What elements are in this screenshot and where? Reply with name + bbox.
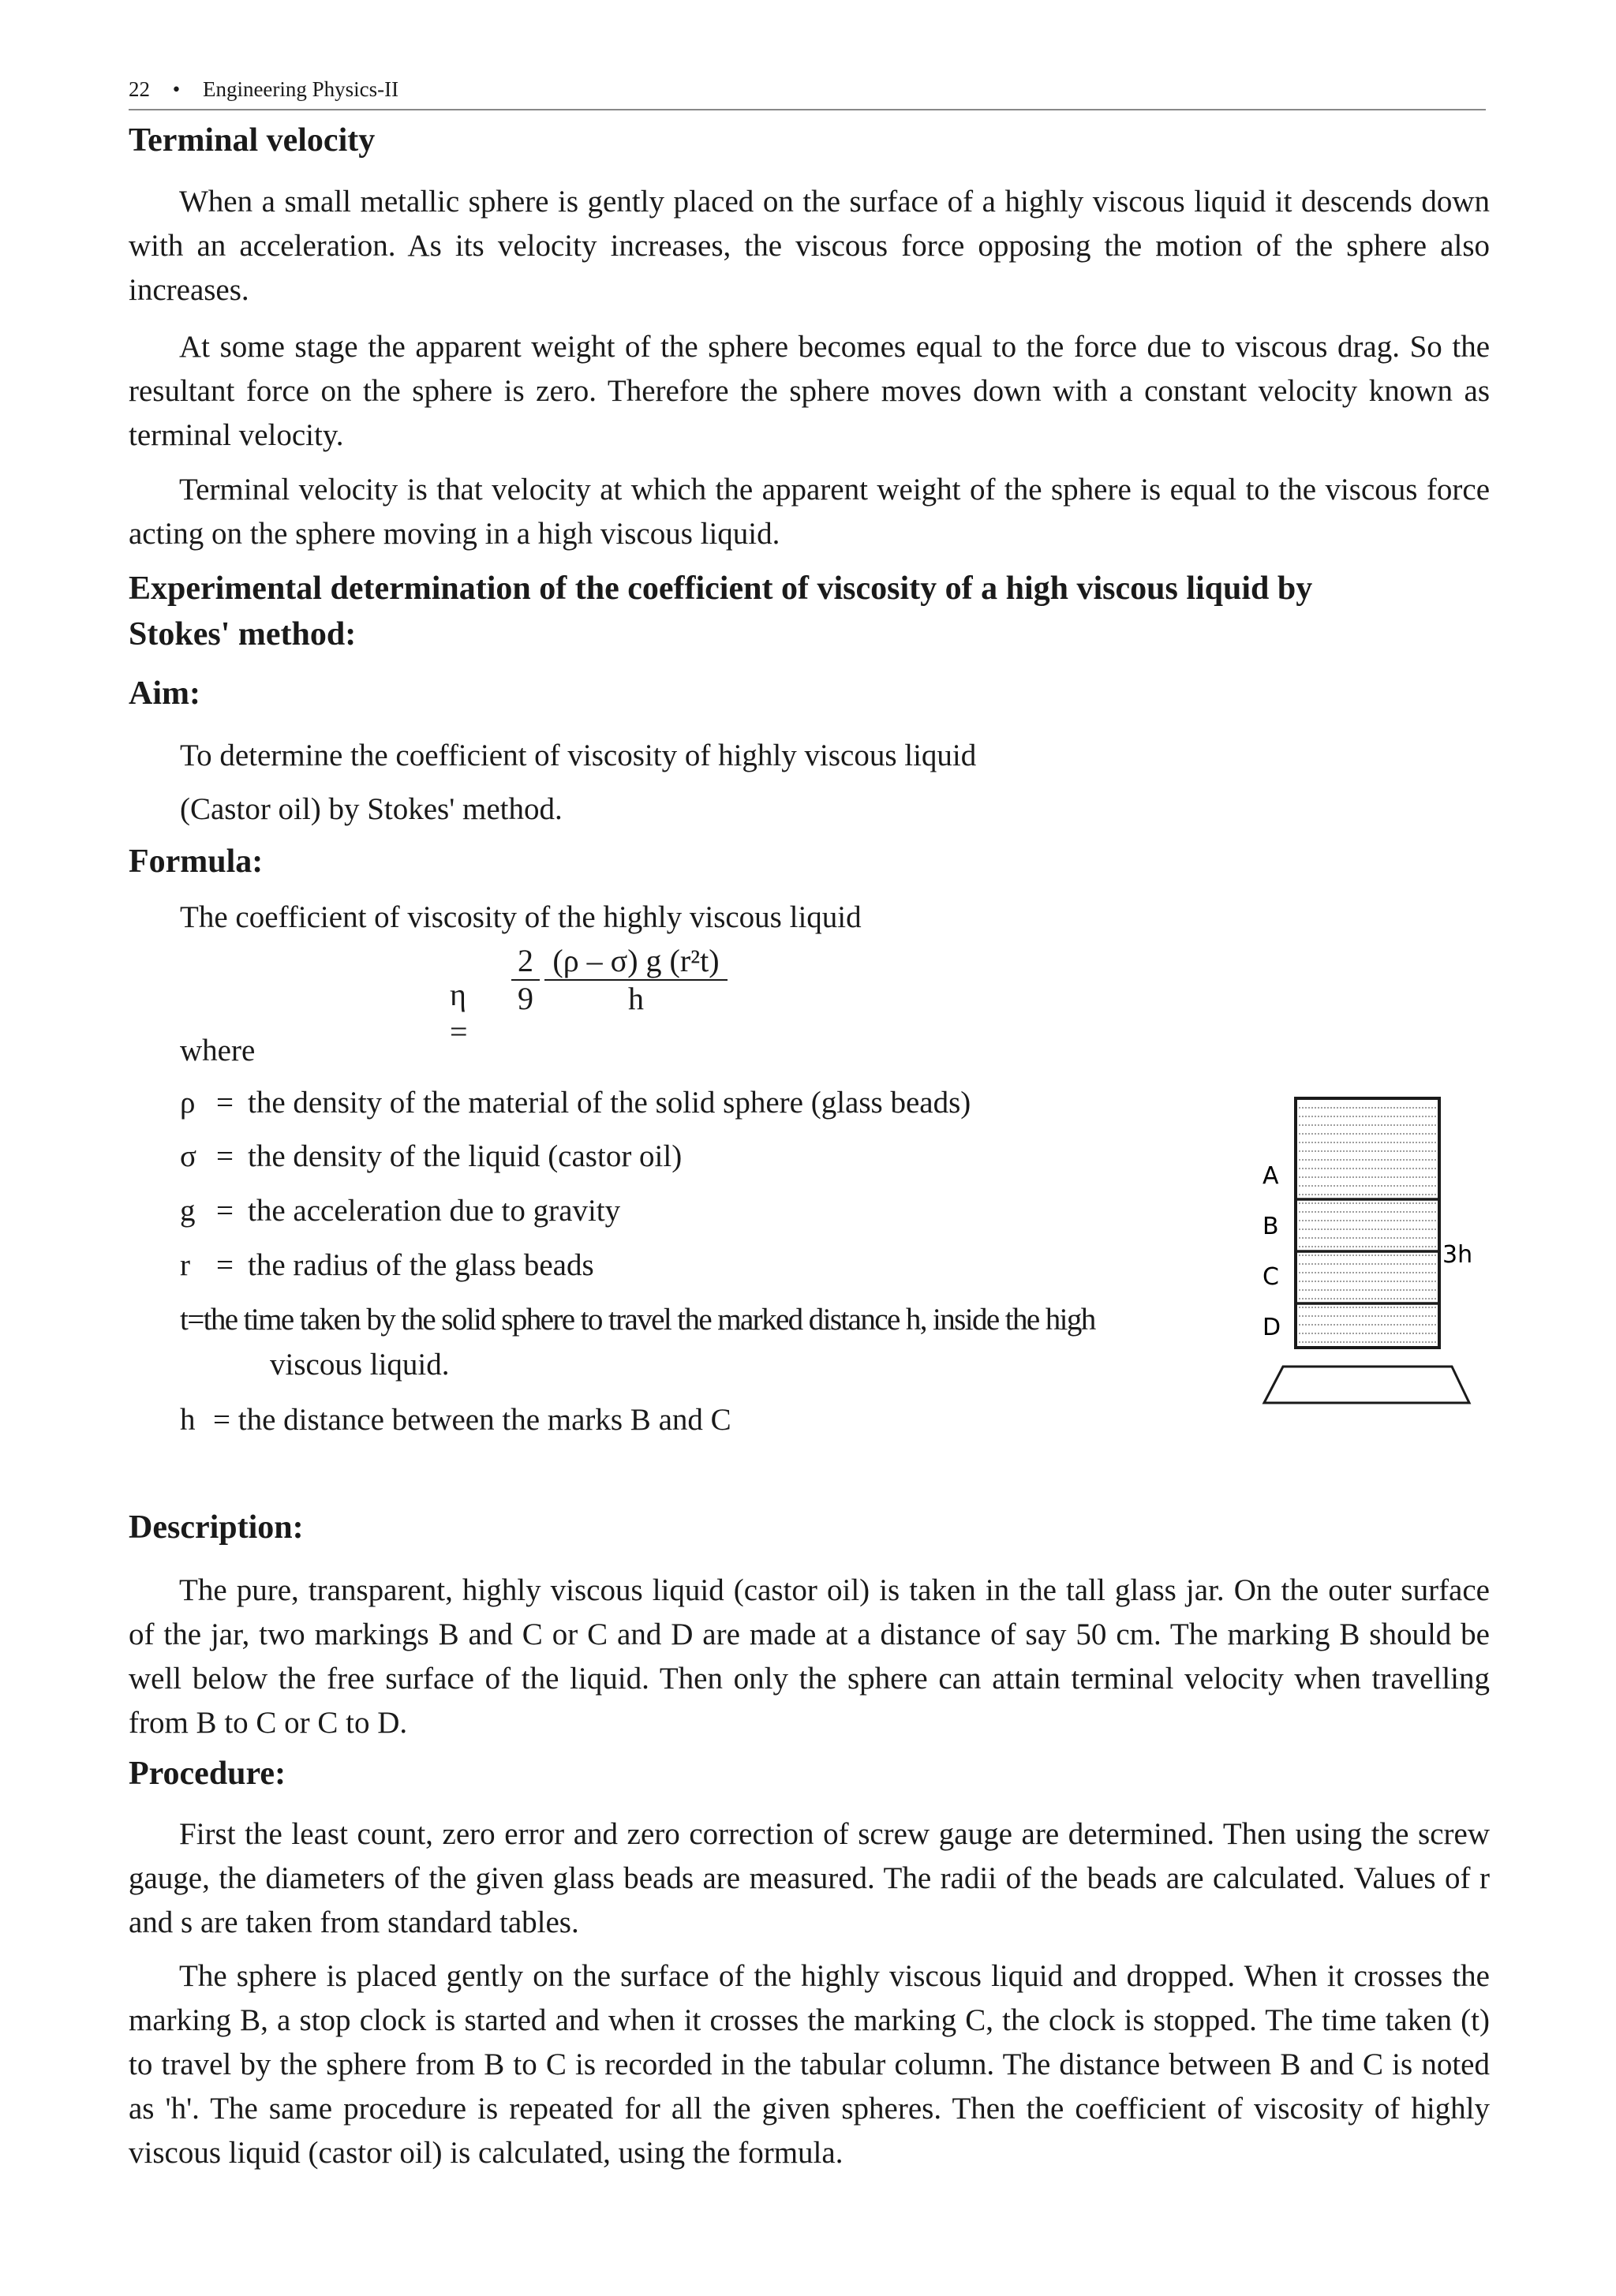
coefficient-denominator: 9 [518, 981, 533, 1016]
description-paragraph [129, 1569, 1490, 1745]
definition-r: r = the radius of the glass beads [180, 1243, 594, 1288]
terminal-velocity-heading: Terminal velocity [129, 122, 376, 159]
definition-symbol: r [180, 1248, 190, 1282]
mark-label-a: A [1262, 1162, 1279, 1190]
paragraph-text: At some stage the apparent weight of the sphere becomes equal to the force due to viscous drag. So the resultant force on the sphere is zero. Therefore the sphere moves down with a constant velocity known as terminal velocity. [129, 330, 1490, 452]
definition-symbol: ρ [180, 1086, 196, 1120]
description-heading: Description: [129, 1509, 304, 1546]
definition-symbol: t [180, 1303, 188, 1337]
paragraph-text: First the least count, zero error and zero correction of screw gauge are determined. Then using the screw gauge, the diameters of the given glass beads are measured. The radii of the beads are calculated. Values of r and s are taken from standard tables. [129, 1817, 1490, 1939]
running-header [129, 77, 1486, 110]
definition-text: the density of the material of the solid sphere (glass beads) [248, 1086, 971, 1120]
terminal-velocity-paragraph-1 [129, 180, 1490, 312]
procedure-heading: Procedure: [129, 1756, 286, 1792]
definition-text: the time taken by the solid sphere to travel the marked distance h, inside the high [203, 1303, 1095, 1337]
definition-t-continuation: viscous liquid. [270, 1348, 450, 1382]
where-label: where [180, 1034, 256, 1068]
jar-stand [1264, 1367, 1469, 1403]
aim-line-2: (Castor oil) by Stokes' method. [180, 792, 563, 826]
terminal-velocity-paragraph-2 [129, 325, 1490, 458]
formula-lhs: η = [450, 977, 468, 1049]
coefficient-fraction [511, 943, 540, 1017]
stokes-jar-diagram [1255, 1089, 1483, 1420]
definition-text: the density of the liquid (castor oil) [248, 1139, 683, 1173]
formula-intro: The coefficient of viscosity of the highly viscous liquid [180, 900, 862, 934]
formula-heading: Formula: [129, 843, 264, 880]
paragraph-text: The pure, transparent, highly viscous liquid (castor oil) is taken in the tall glass jar. On the outer surface of the jar, two markings B and C or C and D are made at a distance of say 50 cm. The marking B should be well below the free surface of the liquid. Then only the sphere can attain terminal velocity when travelling from B to C or C to D. [129, 1573, 1490, 1740]
definition-text: the acceleration due to gravity [248, 1194, 621, 1228]
header-bullet: • [172, 77, 181, 101]
book-title: Engineering Physics-II [202, 77, 399, 101]
aim-line-1: To determine the coefficient of viscosity of highly viscous liquid [180, 739, 977, 772]
aim-heading: Aim: [129, 675, 200, 712]
procedure-paragraph-1 [129, 1812, 1490, 1945]
expression-denominator: h [628, 981, 644, 1016]
expression-fraction [544, 943, 728, 1017]
expression-numerator: (ρ – σ) g (r²t) [544, 943, 728, 981]
definition-symbol: h [180, 1403, 196, 1437]
definition-t: t=the time taken by the solid sphere to travel the marked distance h, inside the high [180, 1303, 1095, 1337]
height-label: 3h [1442, 1241, 1473, 1269]
mark-label-d: D [1262, 1314, 1281, 1341]
definition-symbol: g [180, 1194, 196, 1228]
definition-sigma: σ = the density of the liquid (castor oil) [180, 1135, 682, 1179]
glass-jar [1296, 1098, 1439, 1348]
paragraph-text: Terminal velocity is that velocity at which the apparent weight of the sphere is equal to the viscous force acting on the sphere moving in a high viscous liquid. [129, 473, 1490, 551]
definition-text: the radius of the glass beads [248, 1248, 594, 1282]
page-number: 22 [129, 77, 150, 101]
terminal-velocity-paragraph-3 [129, 468, 1490, 556]
mark-label-c: C [1262, 1263, 1279, 1291]
coefficient-numerator: 2 [511, 943, 540, 981]
paragraph-text: The sphere is placed gently on the surface of the highly viscous liquid and dropped. When it crosses the marking B, a stop clock is started and when it crosses the marking C, the clock is stopped. The time taken (t) to travel by the sphere from B to C is recorded in the tabular column. The distance between B and C is noted as 'h'. The same procedure is repeated for all the given spheres. Then the coefficient of viscosity of highly viscous liquid (castor oil) is calculated, using the formula. [129, 1959, 1490, 2170]
definition-rho: ρ = the density of the material of the solid sphere (glass beads) [180, 1081, 971, 1125]
paragraph-text: When a small metallic sphere is gently placed on the surface of a highly viscous liquid it descends down with an acceleration. As its velocity increases, the viscous force opposing the motion of the sphere also increases. [129, 185, 1490, 307]
definition-text: the distance between the marks B and C [238, 1403, 731, 1437]
procedure-paragraph-2 [129, 1954, 1490, 2175]
mark-label-b: B [1262, 1213, 1279, 1240]
definition-symbol: σ [180, 1139, 197, 1173]
experiment-heading-line-2: Stokes' method: [129, 616, 357, 653]
experiment-heading-line-1: Experimental determination of the coefficient of viscosity of a high viscous liquid by [129, 570, 1313, 607]
definition-h: h = the distance between the marks B and C [180, 1398, 731, 1442]
definition-g: g = the acceleration due to gravity [180, 1189, 620, 1233]
